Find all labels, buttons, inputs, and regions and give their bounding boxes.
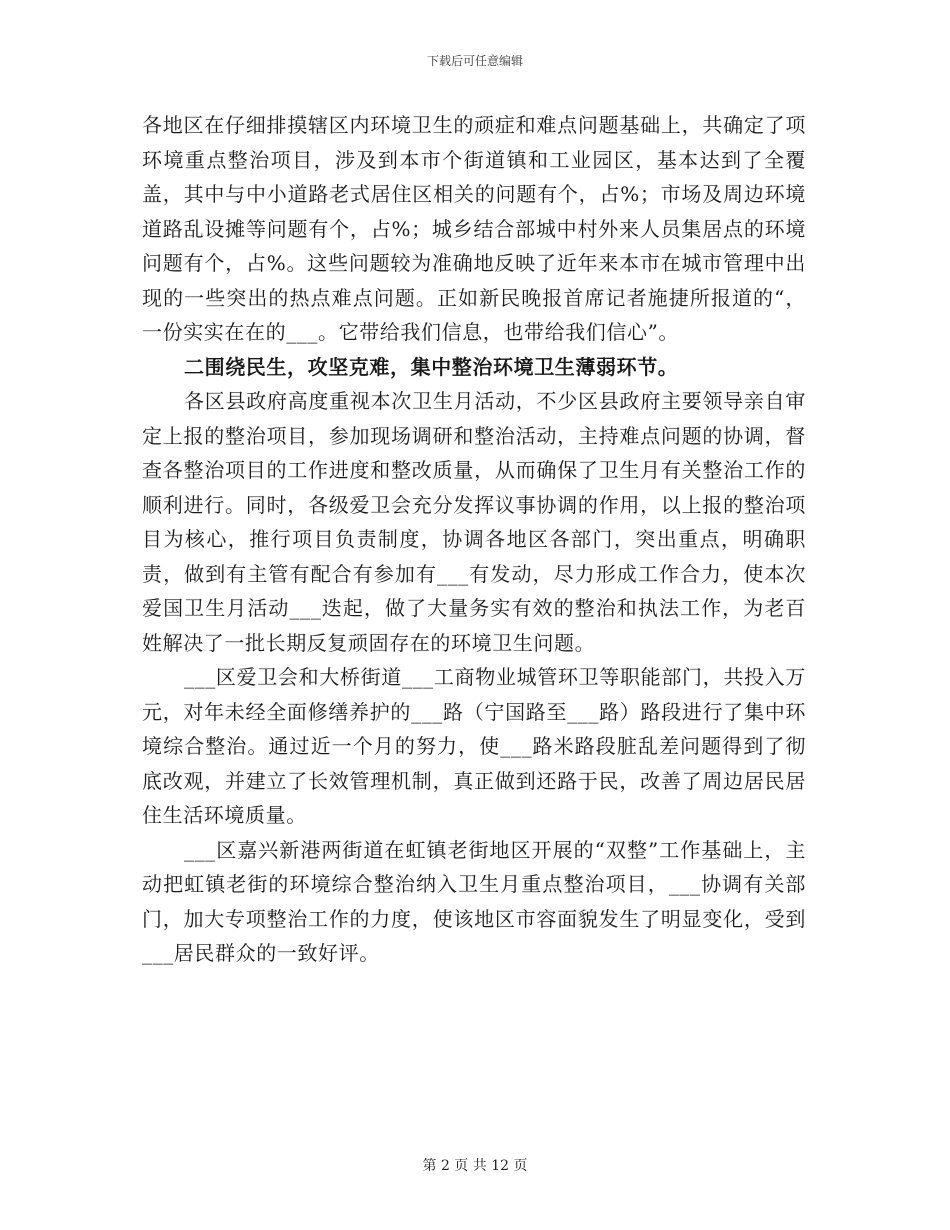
page-number-footer: 第 2 页 共 12 页 bbox=[422, 1158, 528, 1174]
paragraph-jiaxing-xingang: ___区嘉兴新港两街道在虹镇老街地区开展的“双整”工作基础上，主动把虹镇老街的环境综合整治纳入卫生月重点整治项目，___协调有关部门，加大专项整治工作的力度，使该地区市容面貌发生了明显变化，受到___居民群众的一致好评。 bbox=[142, 837, 806, 965]
document-body bbox=[142, 108, 806, 971]
paragraph-daqiao-street: ___区爱卫会和大桥街道___工商物业城管环卫等职能部门，共投入万元，对年未经全面修缮养护的___路（宁国路至___路）路段进行了集中环境综合整治。通过近一个月的努力，使___路米路段脏乱差问题得到了彻底改观，并建立了长效管理机制，真正做到还路于民，改善了周边居民居住生活环境质量。 bbox=[142, 665, 806, 827]
paragraph-intro: 各地区在仔细排摸辖区内环境卫生的顽症和难点问题基础上，共确定了项环境重点整治项目，涉及到本市个街道镇和工业园区，基本达到了全覆盖，其中与中小道路老式居住区相关的问题有个，占%；市场及周边环境道路乱设摊等问题有个，占%；城乡结合部城中村外来人员集居点的环境问题有个，占%。这些问题较为准确地反映了近年来本市在城市管理中出现的一些突出的热点难点问题。正如新民晚报首席记者施捷所报道的“，一份实实在在的___。它带给我们信息，也带给我们信心”。 bbox=[142, 113, 806, 344]
page-header: 下载后可任意编辑 bbox=[426, 54, 523, 68]
paragraph-district-governments: 各区县政府高度重视本次卫生月活动，不少区县政府主要领导亲自审定上报的整治项目，参加现场调研和整治活动，主持难点问题的协调，督查各整治项目的工作进度和整改质量，从而确保了卫生月有关整治工作的顺利进行。同时，各级爱卫会充分发挥议事协调的作用，以上报的整治项目为核心，推行项目负责制度，协调各地区各部门，突出重点，明确职责，做到有主管有配合有参加有___有发动，尽力形成工作合力，使本次爱国卫生月活动___迭起，做了大量务实有效的整治和执法工作，为老百姓解决了一批长期反复顽固存在的环境卫生问题。 bbox=[142, 389, 806, 655]
section-heading: 二围绕民生，攻坚克难，集中整治环境卫生薄弱环节。 bbox=[184, 354, 679, 379]
